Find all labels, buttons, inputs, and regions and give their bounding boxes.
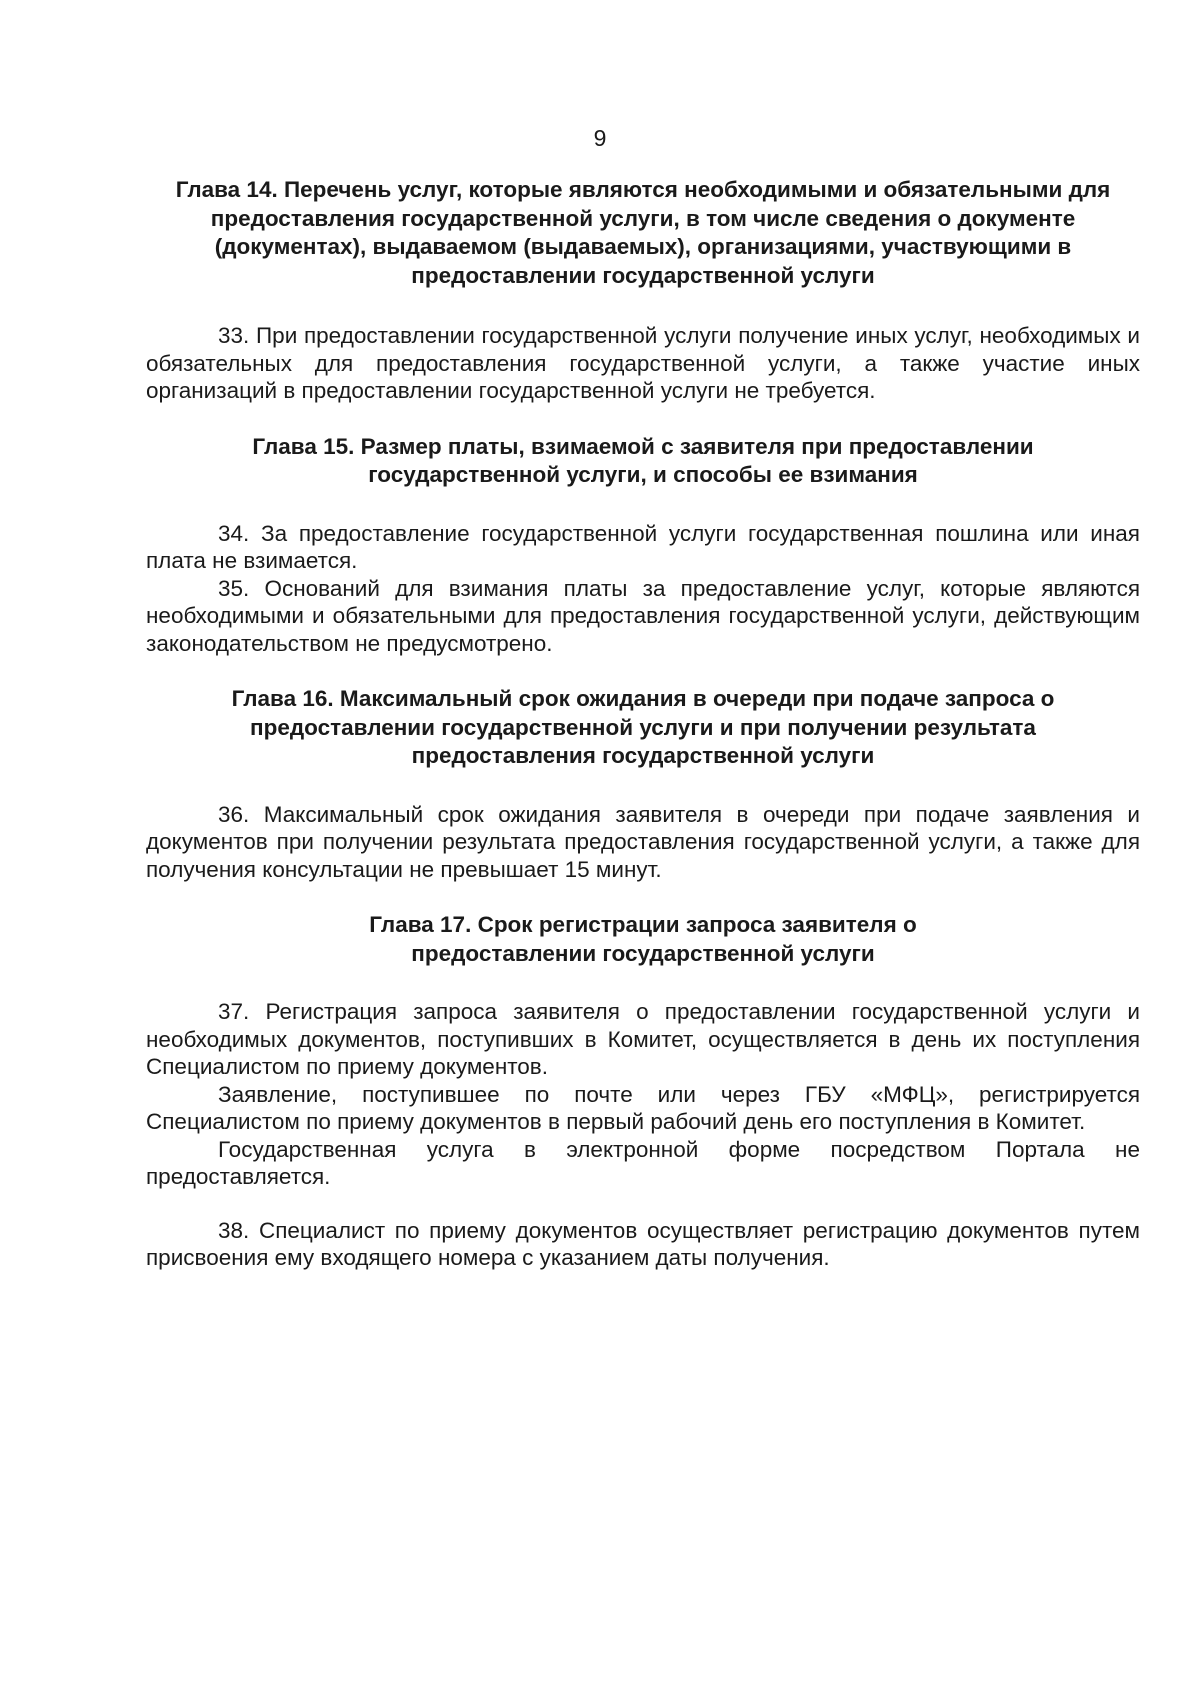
paragraph-36: 36. Максимальный срок ожидания заявителя в очереди при подаче заявления и документов при получении результата предоставления государственной услуги, а также для получения консультации не превышает 15 минут.	[146, 801, 1140, 882]
page-number: 9	[593, 125, 607, 151]
paragraph-37-electronic-form: Государственная услуга в электронной форме посредством Портала не предоставляется.	[146, 1136, 1140, 1189]
paragraph-33: 33. При предоставлении государственной услуги получение иных услуг, необходимых и обязательных для предоставления государственной услуги, а также участие иных организаций в предоставлении государственной услуги не требуется.	[146, 323, 1140, 403]
paragraph-38: 38. Специалист по приему документов осуществляет регистрацию документов путем присвоения ему входящего номера с указанием даты получения.	[146, 1217, 1140, 1270]
paragraph-37-mail-registration: Заявление, поступившее по почте или через ГБУ «МФЦ», регистрируется Специалистом по приему документов в первый рабочий день его поступления в Комитет.	[146, 1081, 1140, 1134]
chapter-15-title: Глава 15. Размер платы, взимаемой с заявителя при предоставлении государственной услуги, и способы ее взимания	[252, 433, 1034, 487]
paragraph-35: 35. Оснований для взимания платы за предоставление услуг, которые являются необходимыми и обязательными для предоставления государственной услуги, действующим законодательством не предусмотрено.	[146, 575, 1140, 656]
chapter-17-title: Глава 17. Срок регистрации запроса заявителя о предоставлении государственной услуги	[369, 912, 917, 966]
paragraph-37: 37. Регистрация запроса заявителя о предоставлении государственной услуги и необходимых документов, поступивших в Комитет, осуществляется в день их поступления Специалистом по приему документов.	[146, 999, 1140, 1079]
paragraph-34: 34. За предоставление государственной услуги государственная пошлина или иная плата не взимается.	[146, 520, 1140, 573]
chapter-16-title: Глава 16. Максимальный срок ожидания в очереди при подаче запроса о предоставлении государственной услуги и при получении результата предоставления государственной услуги	[231, 686, 1055, 768]
document-body	[146, 176, 1140, 1272]
chapter-14-title: Глава 14. Перечень услуг, которые являются необходимыми и обязательными для предоставления государственной услуги, в том числе сведения о документе (документах), выдаваемом (выдаваемых), организациями, участвующими в предоставлении государственной услуги	[175, 177, 1111, 288]
